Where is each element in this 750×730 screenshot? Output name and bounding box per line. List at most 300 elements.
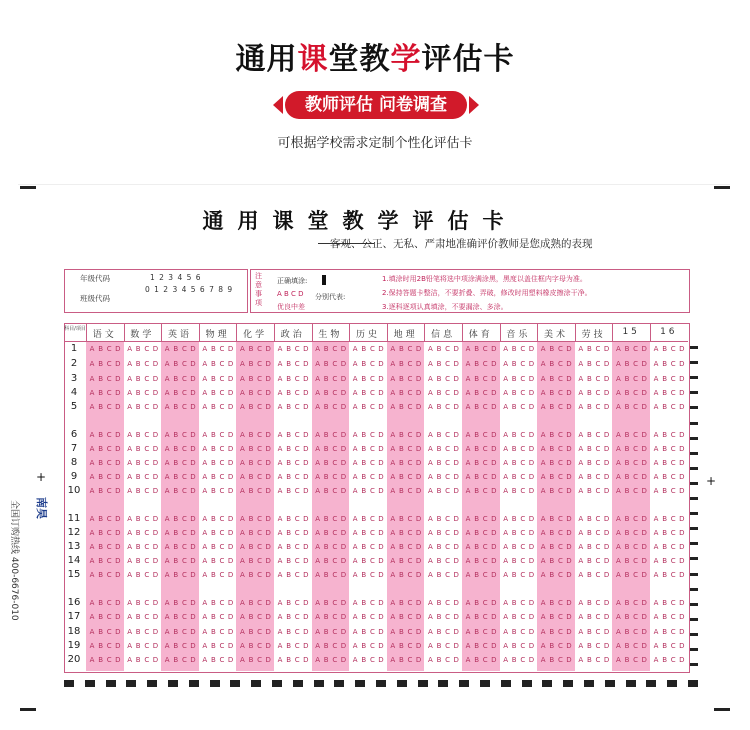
answer-bubble[interactable]: C: [445, 389, 451, 397]
answer-bubble[interactable]: D: [453, 459, 459, 467]
answer-bubble[interactable]: C: [257, 642, 263, 650]
answer-bubble[interactable]: B: [474, 599, 479, 607]
answer-bubble[interactable]: D: [415, 403, 422, 411]
answer-bubble[interactable]: A: [427, 557, 433, 565]
answer-bubble[interactable]: D: [115, 459, 121, 467]
answer-bubble[interactable]: D: [227, 487, 234, 495]
answer-bubble[interactable]: B: [98, 599, 103, 607]
answer-bubble[interactable]: A: [89, 487, 95, 495]
answer-bubble[interactable]: D: [152, 628, 159, 636]
answer-bubble[interactable]: C: [219, 403, 225, 411]
answer-bubble[interactable]: C: [332, 599, 338, 607]
answer-bubble[interactable]: C: [181, 375, 187, 383]
answer-bubble[interactable]: C: [670, 529, 676, 537]
answer-bubble[interactable]: A: [127, 656, 132, 664]
answer-bubble[interactable]: D: [115, 515, 121, 523]
answer-bubble[interactable]: D: [453, 375, 459, 383]
answer-bubble[interactable]: C: [482, 345, 488, 353]
answer-bubble[interactable]: B: [323, 403, 329, 411]
answer-bubble[interactable]: A: [465, 473, 471, 481]
answer-bubble[interactable]: B: [398, 345, 404, 353]
answer-bubble[interactable]: A: [202, 543, 208, 551]
answer-bubble[interactable]: B: [586, 599, 592, 607]
answer-bubble[interactable]: A: [615, 642, 621, 650]
answer-bubble[interactable]: C: [407, 345, 413, 353]
answer-bubble[interactable]: A: [653, 571, 659, 579]
answer-bubble[interactable]: B: [98, 543, 103, 551]
answer-bubble[interactable]: A: [390, 656, 396, 664]
answer-bubble[interactable]: D: [115, 445, 121, 453]
answer-bubble[interactable]: C: [294, 487, 300, 495]
answer-bubble[interactable]: D: [603, 543, 610, 551]
answer-bubble[interactable]: A: [503, 557, 508, 565]
answer-bubble[interactable]: A: [277, 599, 283, 607]
answer-bubble[interactable]: C: [445, 599, 451, 607]
answer-bubble[interactable]: B: [549, 389, 555, 397]
answer-bubble[interactable]: A: [540, 445, 546, 453]
answer-bubble[interactable]: D: [340, 345, 347, 353]
answer-bubble[interactable]: C: [520, 459, 526, 467]
answer-bubble[interactable]: D: [303, 459, 309, 467]
answer-bubble[interactable]: A: [89, 515, 95, 523]
answer-bubble[interactable]: D: [265, 345, 271, 353]
answer-bubble[interactable]: C: [520, 613, 526, 621]
answer-bubble[interactable]: D: [491, 431, 497, 439]
answer-bubble[interactable]: B: [474, 613, 479, 621]
answer-bubble[interactable]: A: [503, 389, 508, 397]
answer-bubble[interactable]: A: [127, 403, 132, 411]
answer-bubble[interactable]: B: [135, 459, 141, 467]
answer-bubble[interactable]: B: [662, 389, 667, 397]
answer-bubble[interactable]: C: [369, 445, 375, 453]
answer-bubble[interactable]: A: [465, 345, 471, 353]
answer-bubble[interactable]: B: [662, 459, 667, 467]
answer-bubble[interactable]: C: [482, 613, 488, 621]
answer-bubble[interactable]: D: [453, 599, 459, 607]
answer-bubble[interactable]: C: [445, 375, 451, 383]
answer-bubble[interactable]: D: [152, 375, 159, 383]
answer-bubble[interactable]: D: [340, 599, 347, 607]
answer-bubble[interactable]: B: [662, 345, 667, 353]
answer-bubble[interactable]: D: [566, 445, 572, 453]
answer-bubble[interactable]: C: [633, 459, 639, 467]
answer-bubble[interactable]: C: [332, 543, 338, 551]
answer-bubble[interactable]: B: [210, 473, 216, 481]
answer-bubble[interactable]: D: [566, 628, 572, 636]
answer-bubble[interactable]: B: [511, 599, 517, 607]
answer-bubble[interactable]: A: [390, 403, 396, 411]
answer-bubble[interactable]: C: [407, 487, 413, 495]
answer-bubble[interactable]: B: [248, 656, 254, 664]
answer-bubble[interactable]: B: [173, 571, 179, 579]
answer-bubble[interactable]: D: [641, 543, 647, 551]
answer-bubble[interactable]: D: [115, 473, 121, 481]
answer-bubble[interactable]: C: [181, 360, 187, 368]
answer-bubble[interactable]: C: [595, 656, 601, 664]
answer-bubble[interactable]: C: [670, 445, 676, 453]
answer-bubble[interactable]: D: [152, 389, 159, 397]
answer-bubble[interactable]: D: [190, 557, 196, 565]
answer-bubble[interactable]: D: [566, 642, 572, 650]
answer-bubble[interactable]: D: [378, 360, 384, 368]
answer-bubble[interactable]: A: [653, 642, 659, 650]
answer-bubble[interactable]: D: [378, 642, 384, 650]
answer-bubble[interactable]: A: [315, 613, 320, 621]
answer-bubble[interactable]: B: [173, 459, 179, 467]
answer-bubble[interactable]: B: [323, 487, 329, 495]
answer-bubble[interactable]: A: [427, 360, 433, 368]
answer-bubble[interactable]: D: [528, 529, 535, 537]
answer-bubble[interactable]: C: [181, 557, 187, 565]
answer-bubble[interactable]: B: [511, 431, 517, 439]
answer-bubble[interactable]: A: [540, 571, 546, 579]
answer-bubble[interactable]: D: [340, 445, 347, 453]
answer-bubble[interactable]: C: [144, 656, 150, 664]
answer-bubble[interactable]: B: [586, 656, 592, 664]
answer-bubble[interactable]: B: [474, 445, 479, 453]
answer-bubble[interactable]: A: [653, 375, 659, 383]
answer-bubble[interactable]: B: [135, 543, 141, 551]
answer-bubble[interactable]: A: [390, 445, 396, 453]
answer-bubble[interactable]: A: [127, 543, 132, 551]
answer-bubble[interactable]: A: [89, 543, 95, 551]
answer-bubble[interactable]: D: [340, 360, 347, 368]
answer-bubble[interactable]: C: [106, 403, 112, 411]
answer-bubble[interactable]: D: [227, 345, 234, 353]
answer-bubble[interactable]: B: [398, 656, 404, 664]
answer-bubble[interactable]: D: [265, 389, 271, 397]
answer-bubble[interactable]: D: [190, 571, 196, 579]
answer-bubble[interactable]: D: [152, 515, 159, 523]
answer-bubble[interactable]: B: [624, 571, 630, 579]
answer-bubble[interactable]: B: [398, 473, 404, 481]
answer-bubble[interactable]: A: [390, 571, 396, 579]
answer-bubble[interactable]: A: [465, 431, 471, 439]
answer-bubble[interactable]: B: [436, 642, 442, 650]
answer-bubble[interactable]: D: [528, 628, 535, 636]
answer-bubble[interactable]: B: [549, 515, 555, 523]
answer-bubble[interactable]: A: [352, 445, 358, 453]
answer-bubble[interactable]: A: [202, 360, 208, 368]
answer-bubble[interactable]: D: [679, 360, 685, 368]
answer-bubble[interactable]: A: [578, 571, 584, 579]
answer-bubble[interactable]: C: [144, 389, 150, 397]
answer-bubble[interactable]: D: [265, 459, 271, 467]
answer-bubble[interactable]: D: [190, 543, 196, 551]
answer-bubble[interactable]: A: [653, 557, 659, 565]
answer-bubble[interactable]: C: [670, 571, 676, 579]
answer-bubble[interactable]: B: [474, 403, 479, 411]
answer-bubble[interactable]: A: [202, 459, 208, 467]
answer-bubble[interactable]: C: [633, 599, 639, 607]
answer-bubble[interactable]: D: [303, 389, 309, 397]
answer-bubble[interactable]: D: [303, 431, 309, 439]
answer-bubble[interactable]: A: [465, 599, 471, 607]
answer-bubble[interactable]: C: [294, 375, 300, 383]
answer-bubble[interactable]: D: [115, 543, 121, 551]
answer-bubble[interactable]: D: [679, 375, 685, 383]
answer-bubble[interactable]: C: [106, 515, 112, 523]
answer-bubble[interactable]: A: [503, 360, 508, 368]
answer-bubble[interactable]: D: [415, 360, 422, 368]
answer-bubble[interactable]: C: [595, 543, 601, 551]
answer-bubble[interactable]: C: [557, 445, 563, 453]
answer-bubble[interactable]: C: [520, 557, 526, 565]
answer-bubble[interactable]: B: [624, 515, 630, 523]
answer-bubble[interactable]: A: [427, 543, 433, 551]
answer-bubble[interactable]: D: [227, 543, 234, 551]
answer-bubble[interactable]: B: [586, 345, 592, 353]
answer-bubble[interactable]: B: [398, 459, 404, 467]
answer-bubble[interactable]: D: [679, 345, 685, 353]
answer-bubble[interactable]: C: [520, 529, 526, 537]
answer-bubble[interactable]: D: [641, 445, 647, 453]
answer-bubble[interactable]: B: [398, 445, 404, 453]
answer-bubble[interactable]: B: [210, 642, 216, 650]
answer-bubble[interactable]: D: [227, 529, 234, 537]
answer-bubble[interactable]: B: [173, 642, 179, 650]
answer-bubble[interactable]: D: [528, 487, 535, 495]
answer-bubble[interactable]: C: [482, 487, 488, 495]
answer-bubble[interactable]: A: [503, 628, 508, 636]
answer-bubble[interactable]: D: [340, 529, 347, 537]
answer-bubble[interactable]: C: [257, 571, 263, 579]
answer-bubble[interactable]: D: [679, 431, 685, 439]
answer-bubble[interactable]: B: [210, 599, 216, 607]
answer-bubble[interactable]: C: [670, 389, 676, 397]
answer-bubble[interactable]: D: [603, 375, 610, 383]
answer-bubble[interactable]: C: [520, 375, 526, 383]
answer-bubble[interactable]: C: [557, 628, 563, 636]
answer-bubble[interactable]: C: [369, 403, 375, 411]
answer-bubble[interactable]: D: [152, 613, 159, 621]
answer-bubble[interactable]: D: [265, 642, 271, 650]
answer-bubble[interactable]: C: [670, 375, 676, 383]
answer-bubble[interactable]: A: [465, 515, 471, 523]
answer-bubble[interactable]: C: [219, 515, 225, 523]
answer-bubble[interactable]: D: [115, 529, 121, 537]
answer-bubble[interactable]: D: [190, 345, 196, 353]
answer-bubble[interactable]: A: [615, 613, 621, 621]
answer-bubble[interactable]: B: [135, 389, 141, 397]
answer-bubble[interactable]: B: [98, 431, 103, 439]
answer-bubble[interactable]: D: [453, 656, 459, 664]
answer-bubble[interactable]: C: [407, 656, 413, 664]
answer-bubble[interactable]: B: [323, 656, 329, 664]
answer-bubble[interactable]: D: [190, 389, 196, 397]
answer-bubble[interactable]: A: [164, 487, 170, 495]
answer-bubble[interactable]: D: [265, 613, 271, 621]
answer-bubble[interactable]: D: [566, 403, 572, 411]
answer-bubble[interactable]: D: [566, 515, 572, 523]
answer-bubble[interactable]: C: [294, 389, 300, 397]
answer-bubble[interactable]: A: [89, 473, 95, 481]
answer-bubble[interactable]: A: [503, 515, 508, 523]
answer-bubble[interactable]: D: [190, 613, 196, 621]
answer-bubble[interactable]: C: [407, 543, 413, 551]
answer-bubble[interactable]: D: [265, 445, 271, 453]
answer-bubble[interactable]: A: [465, 613, 471, 621]
answer-bubble[interactable]: D: [152, 345, 159, 353]
answer-bubble[interactable]: D: [566, 375, 572, 383]
answer-bubble[interactable]: A: [503, 473, 508, 481]
answer-bubble[interactable]: B: [624, 375, 630, 383]
answer-bubble[interactable]: B: [98, 515, 103, 523]
answer-bubble[interactable]: D: [603, 473, 610, 481]
answer-bubble[interactable]: C: [369, 613, 375, 621]
answer-bubble[interactable]: C: [181, 543, 187, 551]
answer-bubble[interactable]: B: [286, 613, 291, 621]
answer-bubble[interactable]: A: [615, 599, 621, 607]
answer-bubble[interactable]: C: [407, 571, 413, 579]
answer-bubble[interactable]: D: [415, 599, 422, 607]
answer-bubble[interactable]: D: [378, 487, 384, 495]
answer-bubble[interactable]: D: [190, 431, 196, 439]
answer-bubble[interactable]: C: [445, 613, 451, 621]
answer-bubble[interactable]: D: [491, 389, 497, 397]
answer-bubble[interactable]: D: [190, 473, 196, 481]
answer-bubble[interactable]: C: [520, 431, 526, 439]
answer-bubble[interactable]: B: [248, 571, 254, 579]
answer-bubble[interactable]: A: [89, 459, 95, 467]
answer-bubble[interactable]: B: [98, 375, 103, 383]
answer-bubble[interactable]: A: [540, 642, 546, 650]
answer-bubble[interactable]: C: [144, 473, 150, 481]
answer-bubble[interactable]: B: [286, 473, 291, 481]
answer-bubble[interactable]: B: [511, 543, 517, 551]
answer-bubble[interactable]: C: [595, 375, 601, 383]
answer-bubble[interactable]: B: [173, 473, 179, 481]
answer-bubble[interactable]: D: [528, 403, 535, 411]
answer-bubble[interactable]: B: [586, 403, 592, 411]
answer-bubble[interactable]: B: [210, 557, 216, 565]
answer-bubble[interactable]: D: [528, 445, 535, 453]
answer-bubble[interactable]: B: [173, 515, 179, 523]
answer-bubble[interactable]: A: [352, 389, 358, 397]
answer-bubble[interactable]: C: [332, 345, 338, 353]
answer-bubble[interactable]: D: [453, 543, 459, 551]
answer-bubble[interactable]: B: [286, 431, 291, 439]
answer-bubble[interactable]: A: [277, 389, 283, 397]
answer-bubble[interactable]: D: [491, 459, 497, 467]
answer-bubble[interactable]: A: [465, 529, 471, 537]
answer-bubble[interactable]: C: [369, 529, 375, 537]
answer-bubble[interactable]: B: [436, 375, 442, 383]
answer-bubble[interactable]: B: [436, 529, 442, 537]
answer-bubble[interactable]: B: [511, 403, 517, 411]
answer-bubble[interactable]: A: [315, 571, 320, 579]
answer-bubble[interactable]: A: [465, 557, 471, 565]
answer-bubble[interactable]: C: [557, 543, 563, 551]
answer-bubble[interactable]: B: [474, 487, 479, 495]
answer-bubble[interactable]: A: [315, 599, 320, 607]
answer-bubble[interactable]: D: [566, 529, 572, 537]
answer-bubble[interactable]: B: [398, 628, 404, 636]
answer-bubble[interactable]: A: [277, 473, 283, 481]
answer-bubble[interactable]: D: [415, 642, 422, 650]
answer-bubble[interactable]: D: [303, 571, 309, 579]
answer-bubble[interactable]: B: [474, 557, 479, 565]
answer-bubble[interactable]: B: [549, 628, 555, 636]
answer-bubble[interactable]: D: [528, 389, 535, 397]
answer-bubble[interactable]: A: [239, 345, 245, 353]
answer-bubble[interactable]: A: [615, 360, 621, 368]
answer-bubble[interactable]: D: [340, 656, 347, 664]
answer-bubble[interactable]: A: [352, 487, 358, 495]
answer-bubble[interactable]: C: [369, 360, 375, 368]
answer-bubble[interactable]: B: [662, 628, 667, 636]
answer-bubble[interactable]: D: [566, 360, 572, 368]
answer-bubble[interactable]: C: [557, 515, 563, 523]
answer-bubble[interactable]: B: [549, 656, 555, 664]
answer-bubble[interactable]: D: [641, 656, 647, 664]
answer-bubble[interactable]: A: [127, 375, 132, 383]
answer-bubble[interactable]: A: [239, 389, 245, 397]
answer-bubble[interactable]: D: [528, 375, 535, 383]
answer-bubble[interactable]: C: [633, 571, 639, 579]
answer-bubble[interactable]: D: [378, 656, 384, 664]
answer-bubble[interactable]: A: [239, 557, 245, 565]
answer-bubble[interactable]: B: [248, 557, 254, 565]
answer-bubble[interactable]: D: [265, 431, 271, 439]
answer-bubble[interactable]: B: [98, 613, 103, 621]
answer-bubble[interactable]: A: [390, 515, 396, 523]
answer-bubble[interactable]: B: [361, 445, 367, 453]
answer-bubble[interactable]: C: [219, 375, 225, 383]
answer-bubble[interactable]: B: [361, 360, 367, 368]
answer-bubble[interactable]: C: [332, 445, 338, 453]
answer-bubble[interactable]: C: [520, 360, 526, 368]
answer-bubble[interactable]: B: [135, 599, 141, 607]
answer-bubble[interactable]: D: [679, 515, 685, 523]
answer-bubble[interactable]: B: [361, 628, 367, 636]
answer-bubble[interactable]: C: [482, 543, 488, 551]
answer-bubble[interactable]: A: [202, 613, 208, 621]
answer-bubble[interactable]: B: [248, 459, 254, 467]
answer-bubble[interactable]: B: [662, 360, 667, 368]
answer-bubble[interactable]: D: [603, 613, 610, 621]
answer-bubble[interactable]: C: [144, 543, 150, 551]
answer-bubble[interactable]: D: [115, 345, 121, 353]
answer-bubble[interactable]: C: [633, 473, 639, 481]
answer-bubble[interactable]: C: [369, 515, 375, 523]
answer-bubble[interactable]: C: [181, 487, 187, 495]
answer-bubble[interactable]: C: [144, 431, 150, 439]
answer-bubble[interactable]: B: [398, 599, 404, 607]
answer-bubble[interactable]: B: [586, 529, 592, 537]
answer-bubble[interactable]: C: [595, 557, 601, 565]
answer-bubble[interactable]: A: [239, 487, 245, 495]
answer-bubble[interactable]: B: [286, 403, 291, 411]
answer-bubble[interactable]: D: [152, 473, 159, 481]
answer-bubble[interactable]: C: [445, 642, 451, 650]
answer-bubble[interactable]: A: [164, 571, 170, 579]
answer-bubble[interactable]: C: [670, 487, 676, 495]
answer-bubble[interactable]: A: [352, 656, 358, 664]
answer-bubble[interactable]: B: [361, 571, 367, 579]
answer-bubble[interactable]: A: [89, 389, 95, 397]
answer-bubble[interactable]: B: [361, 613, 367, 621]
answer-bubble[interactable]: C: [407, 599, 413, 607]
answer-bubble[interactable]: A: [352, 557, 358, 565]
answer-bubble[interactable]: C: [257, 515, 263, 523]
answer-bubble[interactable]: B: [286, 529, 291, 537]
answer-bubble[interactable]: B: [549, 599, 555, 607]
answer-bubble[interactable]: D: [415, 628, 422, 636]
answer-bubble[interactable]: B: [586, 431, 592, 439]
answer-bubble[interactable]: D: [491, 613, 497, 621]
answer-bubble[interactable]: C: [482, 642, 488, 650]
